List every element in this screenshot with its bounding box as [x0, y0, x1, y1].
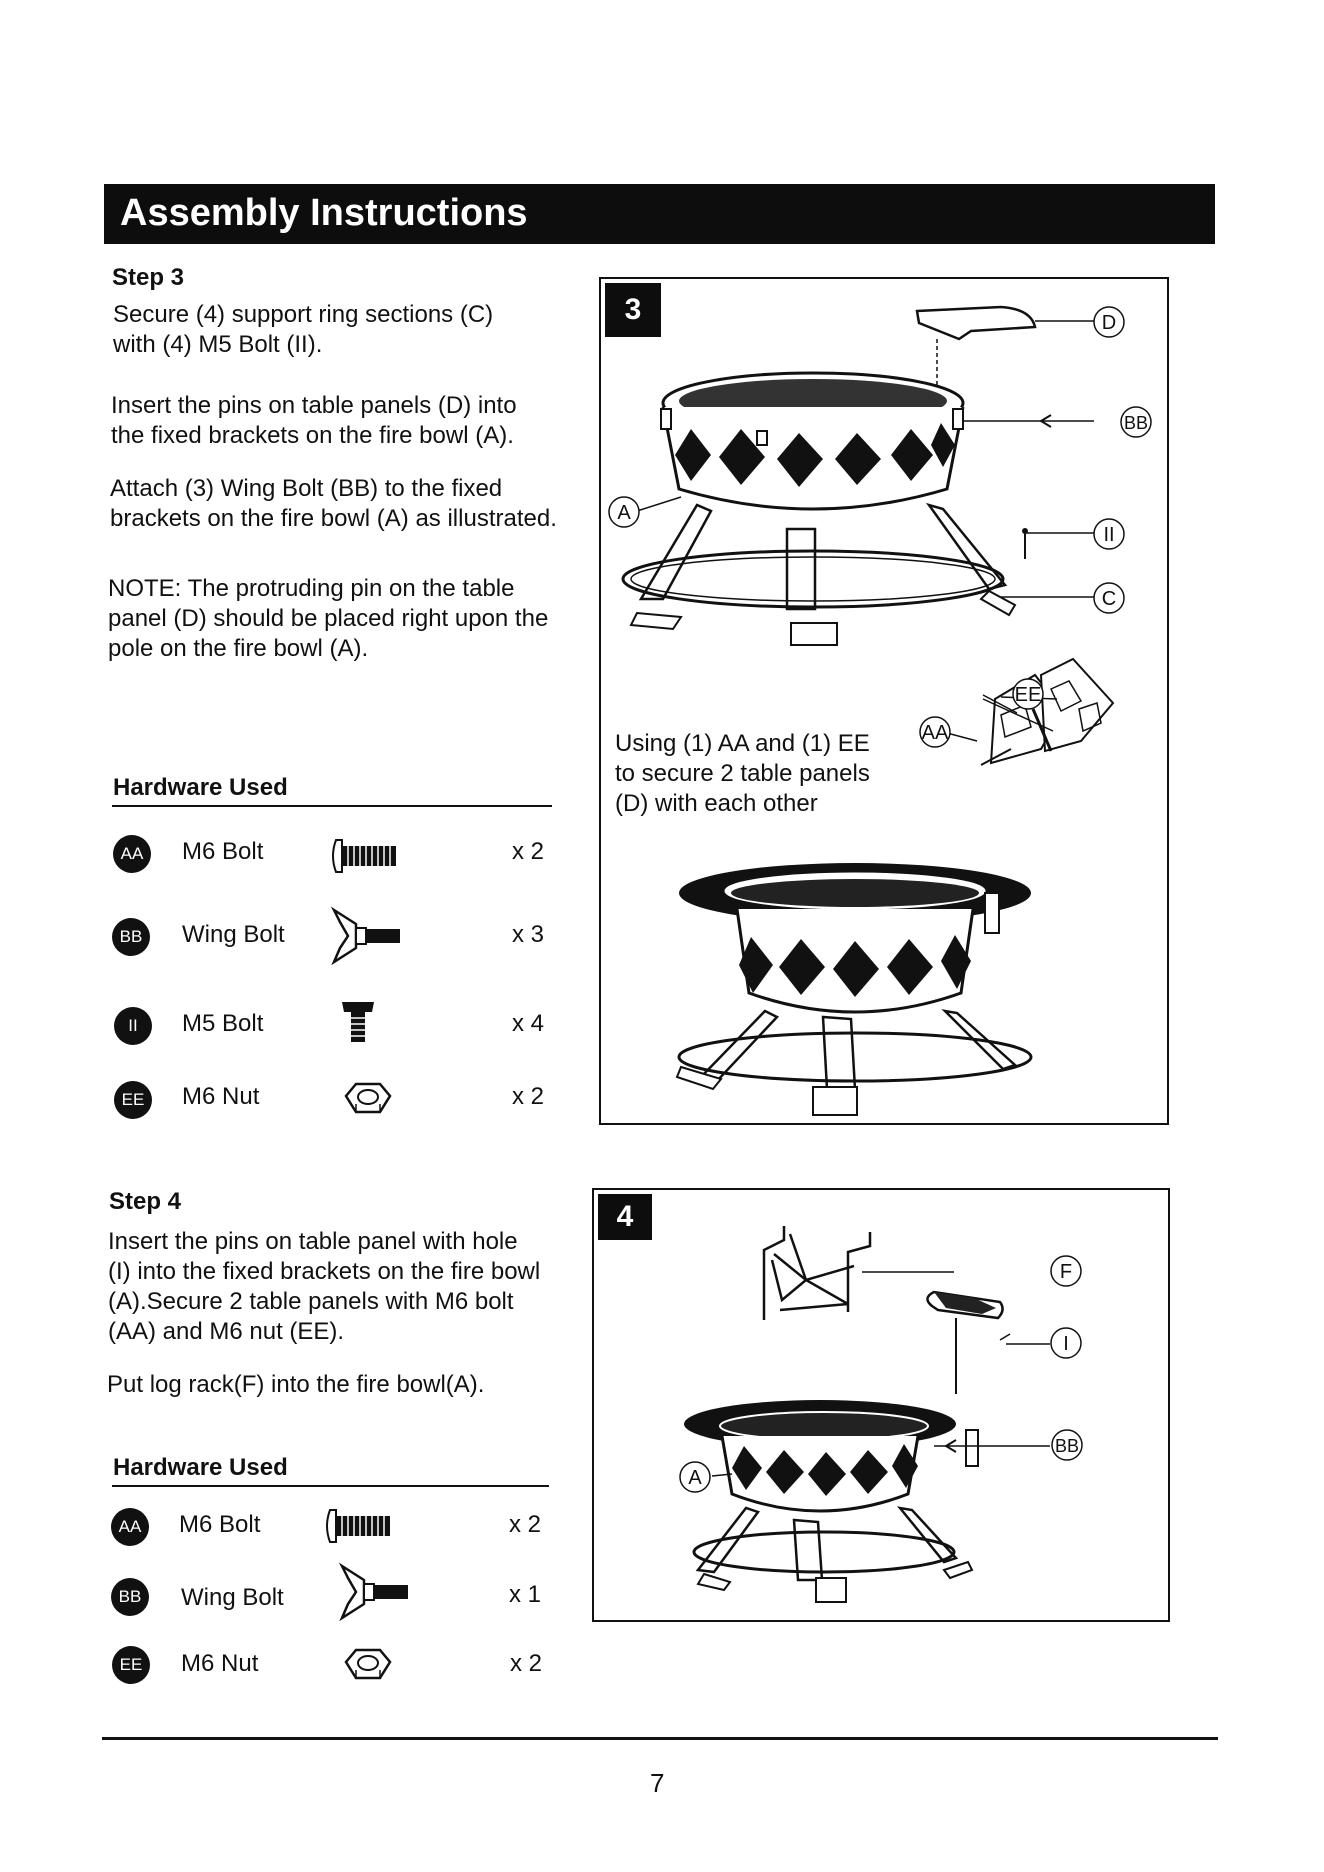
text-line: to secure 2 table panels	[615, 760, 870, 787]
hardware-name: Wing Bolt	[182, 921, 285, 948]
step-4-paragraph	[107, 1370, 484, 1400]
hardware-rule	[112, 1485, 549, 1487]
step-4-figure	[592, 1188, 1170, 1622]
text-line: Secure (4) support ring sections (C)	[113, 301, 494, 328]
label-a	[607, 495, 641, 529]
figure-number-badge: 3	[605, 283, 661, 337]
hardware-name: M6 Bolt	[182, 838, 264, 865]
hardware-name: M5 Bolt	[182, 1010, 264, 1037]
hardware-name: Wing Bolt	[181, 1584, 284, 1611]
label-aa	[915, 715, 955, 749]
svg-text:AA: AA	[921, 722, 949, 744]
header-bar	[104, 184, 1215, 244]
hardware-name: M6 Nut	[181, 1650, 259, 1677]
footer-rule	[102, 1737, 1218, 1740]
step-3-paragraph	[113, 300, 493, 360]
hardware-qty: x 1	[509, 1581, 542, 1608]
text-line: the fixed brackets on the fire bowl (A).	[111, 422, 514, 449]
step-3-note	[108, 574, 548, 664]
svg-text:A: A	[617, 502, 631, 524]
detail-callout	[615, 729, 870, 819]
label-bb	[1048, 1428, 1086, 1462]
text-line: Using (1) AA and (1) EE	[615, 730, 870, 757]
step-3-figure	[599, 277, 1169, 1125]
text-line: (A).Secure 2 table panels with M6 bolt	[108, 1288, 514, 1315]
svg-text:F: F	[1059, 1261, 1073, 1283]
text-line: (AA) and M6 nut (EE).	[108, 1318, 345, 1345]
svg-text:EE: EE	[1014, 684, 1042, 706]
page-title: Assembly Instructions	[120, 192, 528, 234]
hardware-used-heading: Hardware Used	[113, 774, 288, 801]
text-line: (I) into the fixed brackets on the fire bowl	[108, 1258, 541, 1285]
label-f	[1048, 1254, 1084, 1288]
hardware-qty: x 2	[509, 1511, 542, 1538]
fire-pit-exploded-illustration	[601, 279, 1167, 1123]
hardware-qty: x 2	[510, 1650, 543, 1677]
label-bb	[1117, 405, 1155, 439]
text-line: Insert the pins on table panels (D) into	[111, 392, 517, 419]
step-3-title: Step 3	[112, 264, 185, 291]
label-ii	[1091, 517, 1127, 551]
svg-text:II: II	[1103, 524, 1115, 546]
badge-bb: BB	[111, 1578, 149, 1616]
page-number: 7	[650, 1768, 665, 1798]
hardware-used-heading: Hardware Used	[113, 1454, 288, 1481]
badge-aa: AA	[113, 835, 151, 873]
hardware-qty: x 2	[512, 838, 545, 865]
wing-bolt-icon	[330, 904, 404, 968]
badge-ee: EE	[114, 1081, 152, 1119]
hardware-rule	[112, 805, 552, 807]
svg-text:BB: BB	[1123, 413, 1149, 433]
label-d	[1091, 305, 1127, 339]
step-3-paragraph	[111, 391, 517, 451]
svg-text:D: D	[1101, 312, 1117, 334]
label-c	[1091, 581, 1127, 615]
badge-ee: EE	[112, 1646, 150, 1684]
step-3-paragraph	[110, 474, 557, 534]
step-4-title: Step 4	[109, 1188, 182, 1215]
text-line: (D) with each other	[615, 790, 818, 817]
m6-nut-icon	[340, 1646, 394, 1684]
hardware-name: M6 Bolt	[179, 1511, 261, 1538]
text-line: Insert the pins on table panel with hole	[108, 1228, 518, 1255]
m6-nut-icon	[340, 1080, 394, 1118]
badge-bb: BB	[112, 918, 150, 956]
svg-text:BB: BB	[1054, 1436, 1080, 1456]
badge-ii: II	[114, 1007, 152, 1045]
text-line: pole on the fire bowl (A).	[108, 635, 369, 662]
wing-bolt-icon	[338, 1560, 412, 1624]
hardware-qty: x 2	[512, 1083, 545, 1110]
m6-bolt-icon	[324, 1506, 394, 1546]
svg-text:I: I	[1063, 1333, 1069, 1355]
text-line: with (4) M5 Bolt (II).	[113, 331, 323, 358]
figure-number-badge: 4	[598, 1194, 652, 1240]
svg-text:A: A	[688, 1467, 702, 1489]
label-ee	[1009, 677, 1047, 711]
text-line: NOTE: The protruding pin on the table	[108, 575, 515, 602]
text-line: Attach (3) Wing Bolt (BB) to the fixed	[110, 475, 503, 502]
text-line: Put log rack(F) into the fire bowl(A).	[107, 1371, 485, 1398]
m6-bolt-icon	[330, 836, 400, 876]
hardware-qty: x 4	[512, 1010, 545, 1037]
text-line: brackets on the fire bowl (A) as illustrated.	[110, 505, 557, 532]
m5-bolt-icon	[338, 996, 378, 1048]
text-line: panel (D) should be placed right upon the	[108, 605, 549, 632]
label-a	[678, 1460, 712, 1494]
badge-aa: AA	[111, 1508, 149, 1546]
step-4-paragraph	[108, 1227, 540, 1347]
hardware-name: M6 Nut	[182, 1083, 260, 1110]
svg-text:C: C	[1101, 588, 1117, 610]
hardware-qty: x 3	[512, 921, 545, 948]
label-i	[1048, 1326, 1084, 1360]
